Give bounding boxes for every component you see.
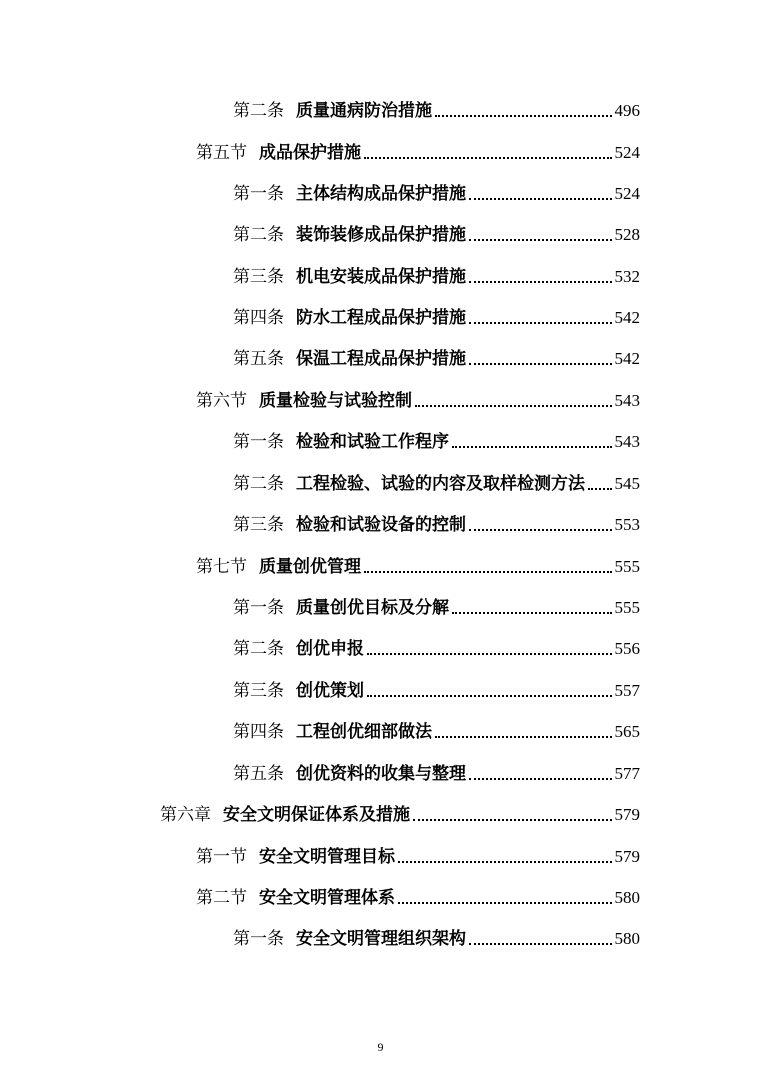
toc-entry[interactable] xyxy=(233,924,640,950)
toc-entry[interactable] xyxy=(196,552,640,578)
toc-entry[interactable] xyxy=(233,262,640,288)
toc-entry-title: 工程检验、试验的内容及取样检测方法 xyxy=(296,474,585,494)
toc-entry[interactable] xyxy=(196,386,640,412)
toc-entry-page: 545 xyxy=(614,474,640,493)
toc-entry-title: 机电安装成品保护措施 xyxy=(296,267,466,287)
toc-entry[interactable] xyxy=(233,759,640,785)
toc-leader-dots xyxy=(415,404,612,407)
toc-leader-dots xyxy=(398,860,612,863)
toc-entry[interactable] xyxy=(233,344,640,370)
toc-leader-dots xyxy=(469,321,612,324)
toc-entry-page: 579 xyxy=(614,805,640,824)
toc-entry[interactable] xyxy=(233,220,640,246)
toc-entry-label: 第六章 xyxy=(160,805,211,825)
toc-entry-page: 565 xyxy=(614,722,640,741)
toc-entry-page: 556 xyxy=(614,639,640,658)
toc-entry-title: 成品保护措施 xyxy=(259,143,361,163)
toc-entry-title: 质量创优管理 xyxy=(259,557,361,577)
toc-leader-dots xyxy=(469,362,612,365)
toc-entry-label: 第一节 xyxy=(196,847,247,867)
toc-entry-title: 检验和试验设备的控制 xyxy=(296,515,466,535)
toc-entry-label: 第二条 xyxy=(233,225,284,245)
toc-entry[interactable] xyxy=(196,138,640,164)
toc-entry-title: 保温工程成品保护措施 xyxy=(296,349,466,369)
toc-leader-dots xyxy=(469,942,612,945)
toc-entry-label: 第二节 xyxy=(196,888,247,908)
toc-entry-label: 第一条 xyxy=(233,929,284,949)
toc-entry-page: 557 xyxy=(614,681,640,700)
toc-leader-dots xyxy=(367,652,612,655)
toc-entry-page: 579 xyxy=(614,847,640,866)
toc-entry[interactable] xyxy=(233,179,640,205)
toc-leader-dots xyxy=(413,818,612,821)
toc-entry-title: 质量创优目标及分解 xyxy=(296,598,449,618)
toc-leader-dots xyxy=(435,114,612,117)
toc-entry-page: 577 xyxy=(614,764,640,783)
toc-entry-page: 543 xyxy=(614,391,640,410)
toc-entry-label: 第四条 xyxy=(233,308,284,328)
toc-entry[interactable] xyxy=(233,303,640,329)
toc-leader-dots xyxy=(469,777,612,780)
toc-entry-page: 555 xyxy=(614,557,640,576)
toc-entry[interactable] xyxy=(233,469,640,495)
toc-entry-label: 第二条 xyxy=(233,474,284,494)
toc-entry-title: 工程创优细部做法 xyxy=(296,722,432,742)
toc-entry-page: 580 xyxy=(614,929,640,948)
toc-leader-dots xyxy=(588,487,612,490)
toc-entry-title: 安全文明保证体系及措施 xyxy=(223,805,410,825)
toc-entry[interactable] xyxy=(196,842,640,868)
toc-leader-dots xyxy=(469,238,612,241)
toc-entry-label: 第六节 xyxy=(196,391,247,411)
toc-entry-label: 第一条 xyxy=(233,184,284,204)
toc-entry-label: 第五条 xyxy=(233,764,284,784)
toc-entry-label: 第三条 xyxy=(233,681,284,701)
toc-entry-label: 第二条 xyxy=(233,639,284,659)
toc-entry-title: 安全文明管理目标 xyxy=(259,847,395,867)
toc-entry[interactable] xyxy=(233,593,640,619)
toc-entry-title: 装饰装修成品保护措施 xyxy=(296,225,466,245)
toc-entry-page: 524 xyxy=(614,184,640,203)
toc-entry[interactable] xyxy=(160,800,640,826)
toc-leader-dots xyxy=(452,445,612,448)
toc-leader-dots xyxy=(469,280,612,283)
toc-entry-page: 580 xyxy=(614,888,640,907)
toc-entry-title: 检验和试验工作程序 xyxy=(296,432,449,452)
toc-entry[interactable] xyxy=(196,883,640,909)
toc-entry[interactable] xyxy=(233,96,640,122)
page-number: 9 xyxy=(377,1040,384,1054)
toc-leader-dots xyxy=(364,156,612,159)
toc-entry-label: 第七节 xyxy=(196,557,247,577)
toc-entry[interactable] xyxy=(233,510,640,536)
toc-entry-title: 质量通病防治措施 xyxy=(296,101,432,121)
toc-entry-page: 543 xyxy=(614,432,640,451)
toc-entry-title: 安全文明管理组织架构 xyxy=(296,929,466,949)
toc-entry-title: 质量检验与试验控制 xyxy=(259,391,412,411)
toc-entry-label: 第三条 xyxy=(233,267,284,287)
toc-entry[interactable] xyxy=(233,676,640,702)
toc-entry-page: 555 xyxy=(614,598,640,617)
toc-entry-page: 532 xyxy=(614,267,640,286)
toc-entry-title: 创优策划 xyxy=(296,681,364,701)
toc-entry-page: 524 xyxy=(614,143,640,162)
toc-entry-label: 第五条 xyxy=(233,349,284,369)
toc-leader-dots xyxy=(398,901,612,904)
toc-entry-page: 528 xyxy=(614,225,640,244)
toc-entry-label: 第一条 xyxy=(233,598,284,618)
toc-entry-label: 第三条 xyxy=(233,515,284,535)
toc-entry-page: 542 xyxy=(614,308,640,327)
toc-entry[interactable] xyxy=(233,634,640,660)
toc-entry-label: 第二条 xyxy=(233,101,284,121)
toc-entry-page: 553 xyxy=(614,515,640,534)
toc-leader-dots xyxy=(469,197,612,200)
toc-entry[interactable] xyxy=(233,427,640,453)
toc-entry-page: 542 xyxy=(614,349,640,368)
toc-entry-label: 第一条 xyxy=(233,432,284,452)
toc-entry[interactable] xyxy=(233,717,640,743)
toc-leader-dots xyxy=(452,611,612,614)
toc-entry-title: 安全文明管理体系 xyxy=(259,888,395,908)
toc-leader-dots xyxy=(469,528,612,531)
toc-entry-label: 第五节 xyxy=(196,143,247,163)
toc-entry-title: 主体结构成品保护措施 xyxy=(296,184,466,204)
toc-entry-title: 创优申报 xyxy=(296,639,364,659)
toc-leader-dots xyxy=(364,570,612,573)
toc-leader-dots xyxy=(367,694,612,697)
toc-entry-label: 第四条 xyxy=(233,722,284,742)
toc-leader-dots xyxy=(435,735,612,738)
toc-entry-page: 496 xyxy=(614,101,640,120)
toc-entry-title: 创优资料的收集与整理 xyxy=(296,764,466,784)
toc-entry-title: 防水工程成品保护措施 xyxy=(296,308,466,328)
